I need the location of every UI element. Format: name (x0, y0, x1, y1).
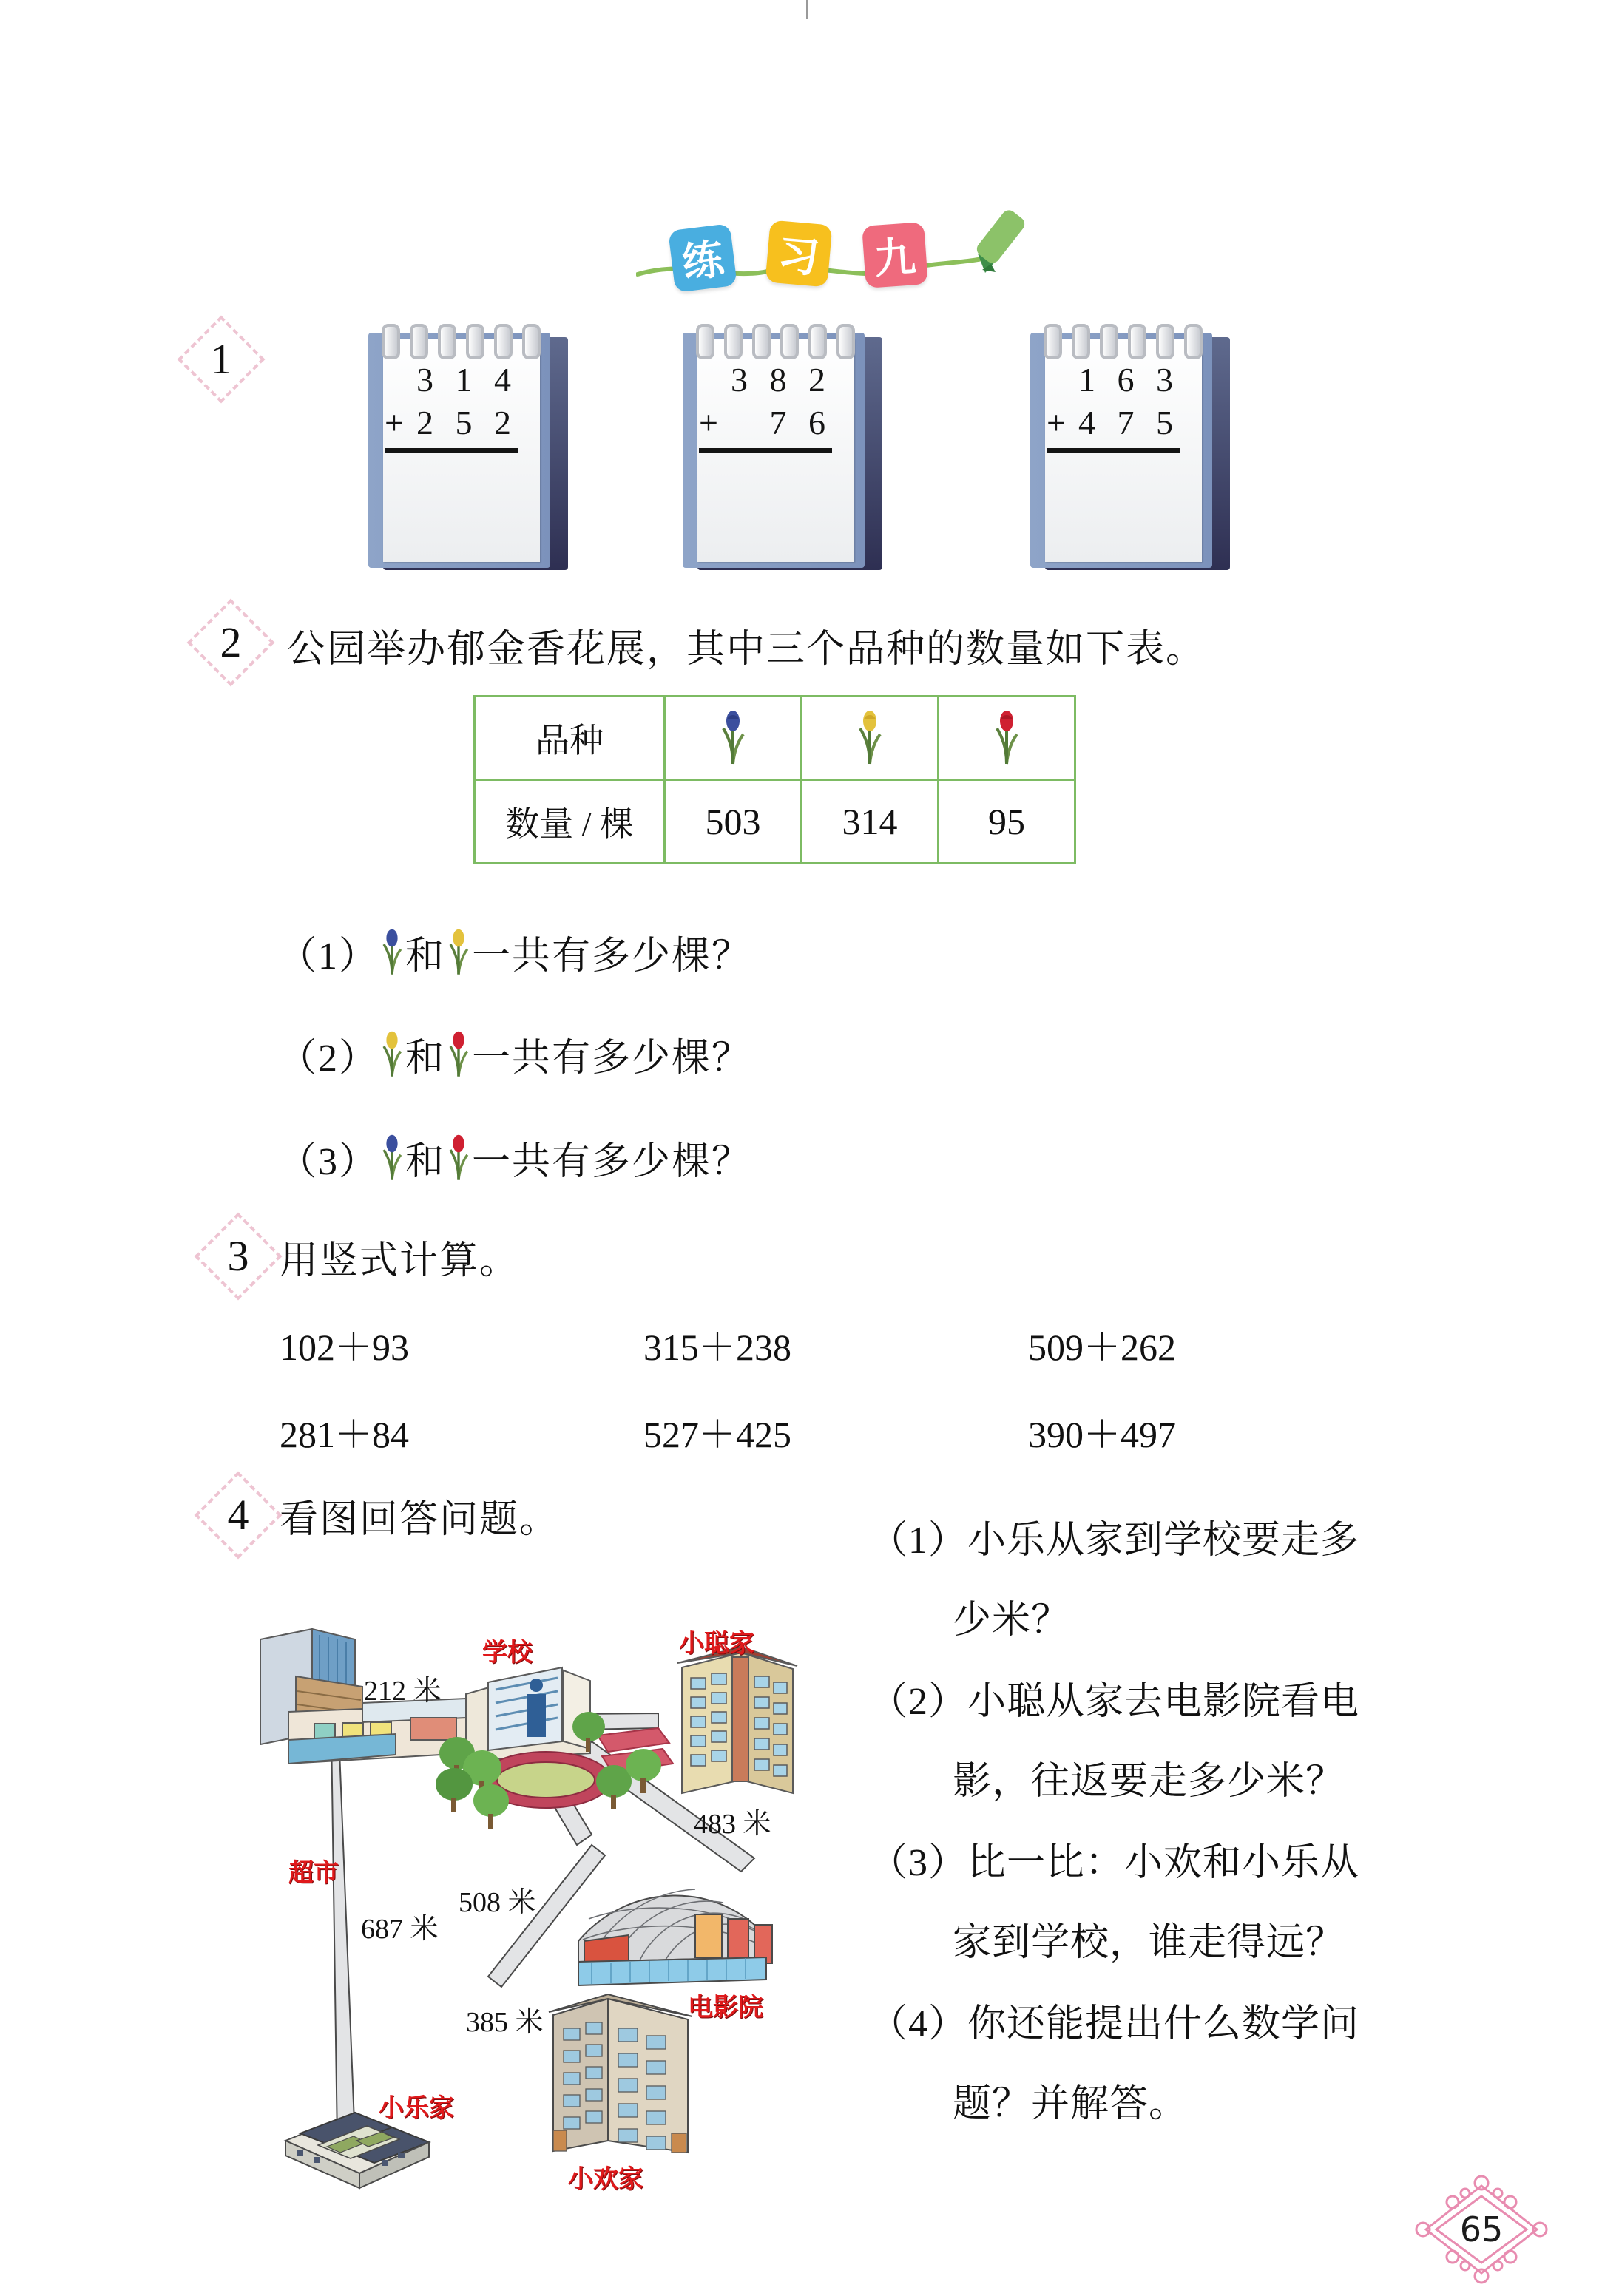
tulip-table (473, 695, 1076, 864)
q3-problem-3: 509＋262 (1028, 1327, 1176, 1368)
table-row-variety (475, 697, 1075, 780)
sub-no: （2） (278, 1037, 379, 1080)
q-text: 小乐从家到学校要走多 (967, 1520, 1360, 1562)
q2-subquestion-2 (278, 1026, 751, 1082)
addend-bottom: 4 7 5 (1078, 403, 1180, 441)
blue-tulip-icon (379, 928, 405, 977)
red-tulip-icon (445, 1030, 472, 1079)
yellow-tulip-icon (445, 928, 472, 977)
q2-subquestion-3 (278, 1130, 751, 1185)
q2-subquestion-1 (278, 924, 751, 980)
q3-problem-4: 281＋84 (280, 1414, 409, 1455)
column-addition-2 (699, 358, 832, 453)
distance-xiaole-supermarket: 687 米 (361, 1914, 439, 1945)
distance-school-cinema: 508 米 (459, 1887, 536, 1918)
row-label-variety: 品种 (475, 697, 665, 780)
q4-question-4 (869, 1992, 1359, 2048)
exercise-number-4 (198, 1475, 278, 1555)
red-tulip-icon (445, 1134, 472, 1182)
map-label-supermarket: 超市 (288, 1860, 339, 1887)
sub-no: （3） (278, 1141, 379, 1183)
plus-sign: + (385, 403, 404, 441)
conjunction: 和 (405, 1141, 446, 1183)
q3-prompt: 用竖式计算。 (280, 1240, 520, 1282)
xiaocong-home-building (677, 1647, 797, 1793)
map-illustration (244, 1623, 858, 2207)
q-no: （4） (869, 2003, 968, 2045)
blue-tulip-icon (718, 709, 748, 767)
banner-tile-1-label: 练 (679, 234, 727, 288)
q-text: 你还能提出什么数学问 (967, 2003, 1360, 2045)
distance-supermarket-school: 212 米 (364, 1676, 442, 1707)
banner-tile-1 (668, 223, 737, 293)
yellow-tulip-icon (855, 709, 885, 767)
q-text: 比一比：小欢和小乐从 (967, 1842, 1360, 1884)
exercise-number-1 (181, 319, 261, 399)
row-label-count: 数量 / 棵 (475, 780, 665, 864)
cell-blue-tulip (665, 697, 802, 780)
banner-tile-2-label: 习 (775, 231, 822, 283)
q2-prompt: 公园举办郁金香花展，其中三个品种的数量如下表。 (287, 629, 1206, 671)
count-blue: 503 (665, 780, 802, 864)
q4-question-3-line2: 家到学校，谁走得远？ (953, 1922, 1345, 1964)
yellow-tulip-icon (379, 1030, 405, 1079)
plus-sign: + (1047, 403, 1066, 441)
spiral-rings-icon (380, 324, 547, 355)
spiral-rings-icon (1042, 324, 1209, 355)
map-label-xiaocong-home: 小聪家 (679, 1630, 754, 1658)
banner-tile-3 (862, 222, 928, 288)
q-no: （2） (869, 1681, 968, 1723)
q4-question-2 (869, 1670, 1359, 1725)
q4-question-4-line2: 题？并解答。 (953, 2083, 1189, 2125)
q-text: 小聪从家去电影院看电 (967, 1681, 1360, 1723)
q3-problem-5: 527＋425 (643, 1414, 791, 1455)
addend-bottom: 2 5 2 (416, 403, 518, 441)
cinema-building (578, 1889, 772, 1985)
addend-bottom: 7 6 (769, 403, 832, 441)
banner-tile-3-label: 九 (873, 233, 918, 284)
q4-question-3 (869, 1831, 1359, 1886)
exercise-number-2-label: 2 (220, 618, 242, 666)
q-no: （3） (869, 1842, 968, 1884)
q3-problem-2: 315＋238 (643, 1327, 791, 1368)
top-crop-mark (806, 0, 808, 19)
q4-question-2-line2: 影，往返要走多少米？ (953, 1761, 1345, 1803)
count-yellow: 314 (802, 780, 939, 864)
conjunction: 和 (405, 1037, 446, 1080)
addend-top: 3 1 4 (416, 360, 518, 399)
cell-red-tulip (939, 697, 1075, 780)
q-no: （1） (869, 1520, 968, 1562)
q3-problem-1: 102＋93 (280, 1327, 409, 1368)
addition-rule (1047, 448, 1180, 453)
cell-yellow-tulip (802, 697, 939, 780)
q4-question-1 (869, 1508, 1359, 1564)
q3-problem-6: 390＋497 (1028, 1414, 1176, 1455)
q4-prompt: 看图回答问题。 (280, 1499, 560, 1541)
blue-tulip-icon (379, 1134, 405, 1182)
conjunction: 和 (405, 935, 446, 978)
addend-top: 3 8 2 (731, 360, 832, 399)
notepad-1 (362, 324, 562, 568)
school-building (436, 1667, 673, 1829)
page-number-label: 65 (1459, 2209, 1504, 2249)
count-red: 95 (939, 780, 1075, 864)
map-label-xiaole-home: 小乐家 (379, 2095, 454, 2122)
addition-rule (385, 448, 518, 453)
red-tulip-icon (992, 709, 1021, 767)
map-label-school: 学校 (482, 1639, 533, 1667)
neighborhood-map (244, 1623, 858, 2207)
distance-xiaohuan-cinema: 385 米 (466, 2007, 544, 2038)
practice-banner (636, 189, 1050, 288)
addition-rule (699, 448, 832, 453)
map-label-cinema: 电影院 (688, 1994, 763, 2022)
exercise-number-1-label: 1 (210, 335, 232, 383)
exercise-number-2 (191, 603, 271, 683)
exercise-number-3 (198, 1216, 278, 1296)
exercise-number-3-label: 3 (227, 1232, 249, 1280)
table-row-count (475, 780, 1075, 864)
q4-question-1-line2: 少米？ (953, 1599, 1071, 1642)
page-number (1411, 2174, 1552, 2285)
column-addition-3 (1047, 358, 1180, 453)
notepad-2 (677, 324, 876, 568)
banner-tile-2 (765, 220, 832, 287)
plus-sign: + (699, 403, 718, 441)
distance-xiaocong-cinema: 483 米 (694, 1809, 771, 1840)
map-label-xiaohuan-home: 小欢家 (568, 2166, 643, 2193)
sub-text: 一共有多少棵？ (472, 1037, 752, 1080)
sub-text: 一共有多少棵？ (472, 1141, 752, 1183)
sub-text: 一共有多少棵？ (472, 935, 752, 978)
sub-no: （1） (278, 935, 379, 978)
xiaole-home-building (285, 2113, 429, 2188)
xiaohuan-home-building (549, 1994, 692, 2153)
pencil-icon (953, 202, 1041, 283)
column-addition-1 (385, 358, 518, 453)
spiral-rings-icon (694, 324, 862, 355)
addend-top: 1 6 3 (1078, 360, 1180, 399)
notepad-3 (1024, 324, 1224, 568)
exercise-number-4-label: 4 (227, 1491, 249, 1539)
